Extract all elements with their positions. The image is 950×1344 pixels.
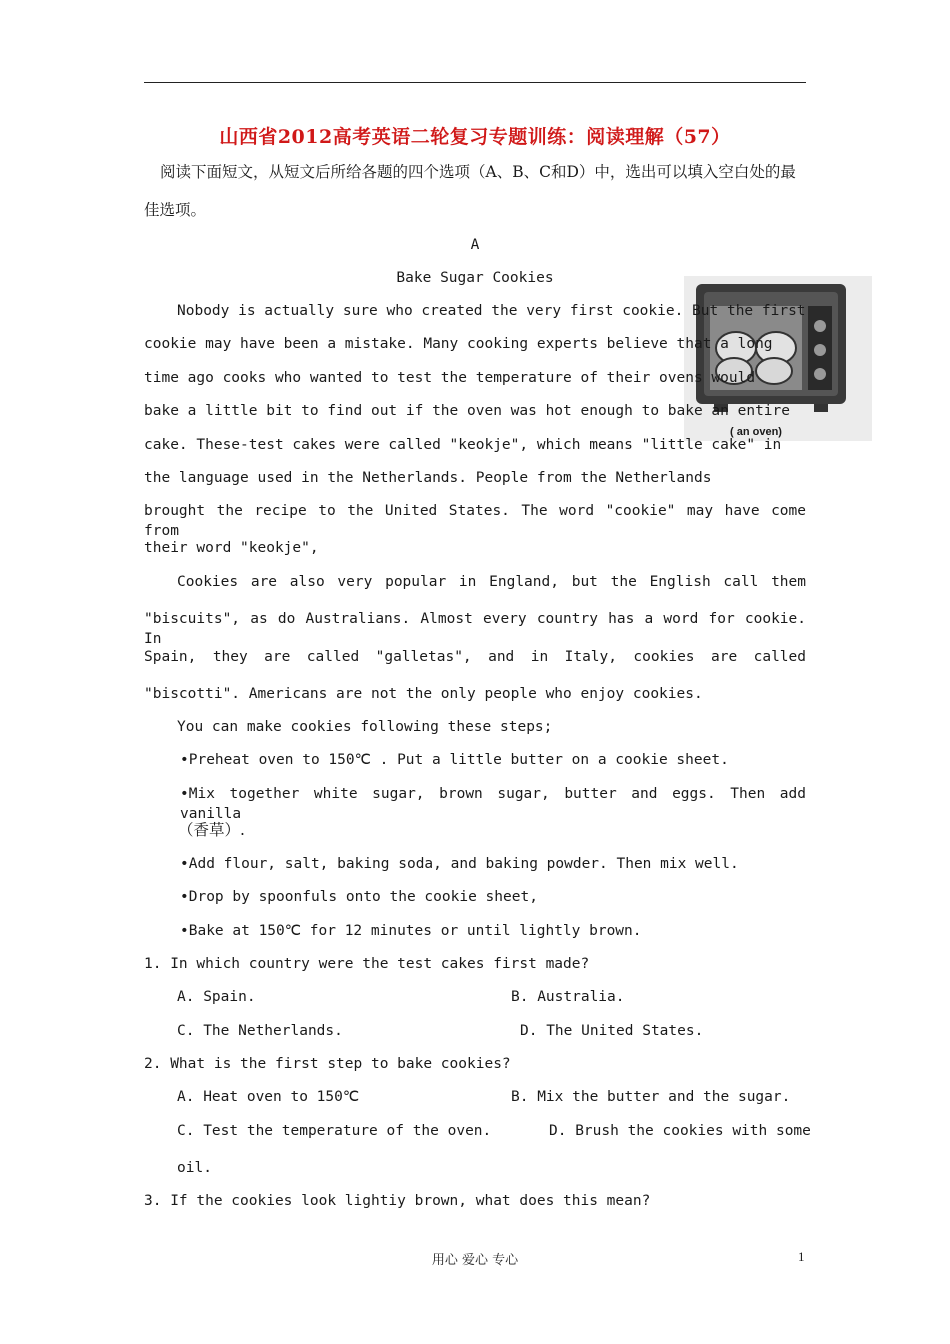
- page-title: 山西省2012高考英语二轮复习专题训练：阅读理解（57）: [219, 126, 731, 148]
- p1-line: cookie may have been a mistake. Many cooking experts believe that a long: [144, 336, 773, 352]
- p1-line: time ago cooks who wanted to test the temperature of their ovens would: [144, 370, 756, 386]
- p1-line: bake a little bit to find out if the oven was hot enough to bake an entire: [144, 403, 791, 419]
- p2-line: Spain, they are called "galletas", and in Italy, cookies are called: [144, 649, 806, 665]
- p1-line: the language used in the Netherlands. People from the Netherlands: [144, 470, 712, 486]
- p2-line: "biscuits", as do Australians. Almost every country has a word for cookie. In: [144, 611, 806, 647]
- answer-option: A. Spain.: [177, 989, 256, 1005]
- answer-option: oil.: [177, 1160, 212, 1176]
- instructions-line-1: 阅读下面短文，从短文后所给各题的四个选项（A、B、C和D）中，选出可以填入空白处的最: [160, 163, 796, 181]
- step-item: •Add flour, salt, baking soda, and baking powder. Then mix well.: [180, 856, 739, 872]
- page-footer: 用心 爱心 专心: [431, 1253, 519, 1268]
- step-item: •Preheat oven to 150℃ . Put a little butter on a cookie sheet.: [180, 752, 729, 768]
- question-stem: 3. If the cookies look lightiy brown, what does this mean?: [144, 1193, 651, 1209]
- section-label: A: [470, 237, 480, 253]
- p2-line: "biscotti". Americans are not the only people who enjoy cookies.: [144, 686, 703, 702]
- header-rule: [144, 82, 806, 83]
- step-item: •Mix together white sugar, brown sugar, butter and eggs. Then add vanilla: [180, 786, 806, 822]
- question-stem: 2. What is the first step to bake cookies?: [144, 1056, 511, 1072]
- p1-line: brought the recipe to the United States. The word "cookie" may have come from: [144, 503, 806, 539]
- answer-option: B. Australia.: [511, 989, 625, 1005]
- answer-option: A. Heat oven to 150℃: [177, 1089, 360, 1105]
- p1-line: cake. These-test cakes were called "keokje", which means "little cake" in: [144, 437, 782, 453]
- question-stem: 1. In which country were the test cakes first made?: [144, 956, 590, 972]
- steps-intro: You can make cookies following these steps;: [177, 719, 553, 735]
- step-item: （香草）.: [178, 821, 245, 839]
- answer-option: D. Brush the cookies with some: [549, 1123, 811, 1139]
- answer-option: C. Test the temperature of the oven.: [177, 1123, 492, 1139]
- p2-line: Cookies are also very popular in England, but the English call them: [177, 574, 806, 590]
- answer-option: C. The Netherlands.: [177, 1023, 343, 1039]
- p1-line: Nobody is actually sure who created the very first cookie. But the first: [177, 303, 806, 319]
- answer-option: D. The United States.: [520, 1023, 704, 1039]
- page-number: 1: [798, 1249, 805, 1264]
- step-item: •Bake at 150℃ for 12 minutes or until lightly brown.: [180, 923, 642, 939]
- p1-line: their word "keokje",: [144, 540, 319, 556]
- oven-caption: ( an oven): [730, 426, 782, 438]
- instructions-line-2: 佳选项。: [144, 201, 207, 219]
- passage-title: Bake Sugar Cookies: [396, 270, 554, 286]
- step-item: •Drop by spoonfuls onto the cookie sheet,: [180, 889, 538, 905]
- answer-option: B. Mix the butter and the sugar.: [511, 1089, 791, 1105]
